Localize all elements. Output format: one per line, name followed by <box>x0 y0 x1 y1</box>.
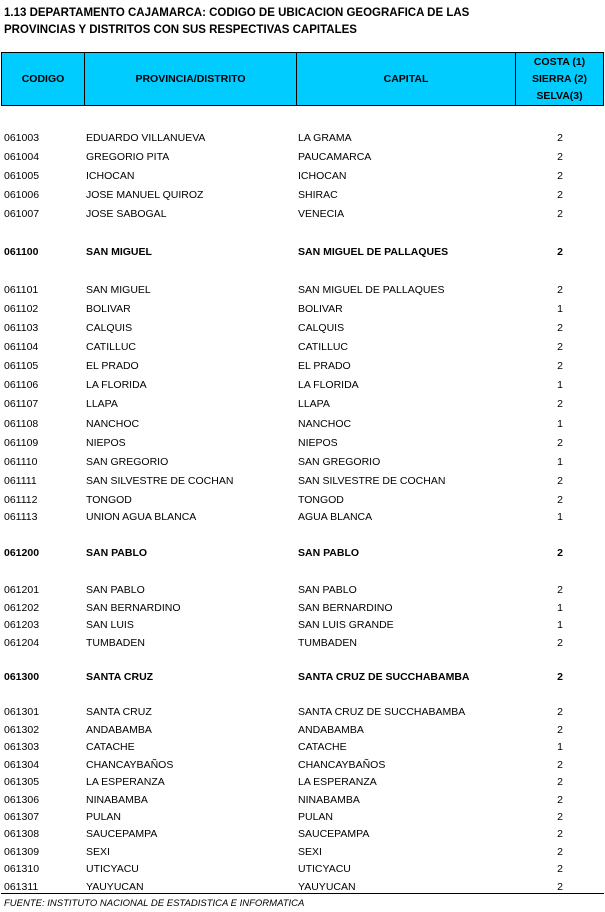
capital-cell: LA ESPERANZA <box>298 776 377 788</box>
district-row <box>0 618 605 632</box>
region-cell: 2 <box>557 494 563 506</box>
district-row <box>0 302 605 316</box>
code-cell: 061303 <box>4 741 40 753</box>
district-row <box>0 283 605 297</box>
header-region-costa: COSTA (1) <box>533 55 586 68</box>
name-cell: NANCHOC <box>86 418 140 430</box>
region-cell: 2 <box>557 828 563 840</box>
name-cell: EL PRADO <box>86 360 139 372</box>
code-cell: 061304 <box>4 759 40 771</box>
capital-cell: CHANCAYBAÑOS <box>298 759 386 771</box>
name-cell: SEXI <box>86 846 110 858</box>
region-cell: 2 <box>557 776 563 788</box>
code-cell: 061103 <box>4 322 39 334</box>
name-cell: SAUCEPAMPA <box>86 828 158 840</box>
region-cell: 2 <box>557 724 563 736</box>
capital-cell: ANDABAMBA <box>298 724 364 736</box>
code-cell: 061310 <box>4 863 40 875</box>
district-row <box>0 169 605 183</box>
name-cell: UNION AGUA BLANCA <box>86 511 197 523</box>
region-cell: 2 <box>557 671 563 683</box>
name-cell: SAN PABLO <box>86 584 145 596</box>
code-cell: 061301 <box>4 706 40 718</box>
district-row <box>0 417 605 431</box>
code-cell: 061102 <box>4 303 39 315</box>
province-row <box>0 546 605 560</box>
name-cell: ANDABAMBA <box>86 724 152 736</box>
capital-cell: CATACHE <box>298 741 347 753</box>
code-cell: 061306 <box>4 794 40 806</box>
region-cell: 1 <box>557 511 563 523</box>
capital-cell: NIEPOS <box>298 437 338 449</box>
code-cell: 061204 <box>4 637 40 649</box>
code-cell: 061105 <box>4 360 39 372</box>
region-cell: 2 <box>557 284 563 296</box>
name-cell: GREGORIO PITA <box>86 151 170 163</box>
region-cell: 2 <box>557 547 563 559</box>
code-cell: 061200 <box>4 547 40 559</box>
name-cell: NIEPOS <box>86 437 126 449</box>
region-cell: 2 <box>557 360 563 372</box>
region-cell: 2 <box>557 584 563 596</box>
name-cell: SAN LUIS <box>86 619 134 631</box>
district-row <box>0 188 605 202</box>
district-row <box>0 378 605 392</box>
name-cell: SAN SILVESTRE DE COCHAN <box>86 475 234 487</box>
code-cell: 061110 <box>4 456 38 468</box>
capital-cell: SANTA CRUZ DE SUCCHABAMBA <box>298 706 466 718</box>
header-capital: CAPITAL <box>297 53 516 105</box>
region-cell: 2 <box>557 170 563 182</box>
code-cell: 061101 <box>4 284 39 296</box>
document-title <box>4 5 469 39</box>
title-line-1: 1.13 DEPARTAMENTO CAJAMARCA: CODIGO DE UBICACION GEOGRAFICA DE LAS <box>4 7 470 19</box>
region-cell: 1 <box>557 602 563 614</box>
code-cell: 061104 <box>4 341 39 353</box>
capital-cell: SAN PABLO <box>298 584 357 596</box>
region-cell: 2 <box>557 863 563 875</box>
region-cell: 2 <box>557 794 563 806</box>
capital-cell: TONGOD <box>298 494 344 506</box>
capital-cell: AGUA BLANCA <box>298 511 373 523</box>
region-cell: 1 <box>557 418 563 430</box>
name-cell: SAN MIGUEL <box>86 284 151 296</box>
capital-cell: LA GRAMA <box>298 132 352 144</box>
capital-cell: SAN BERNARDINO <box>298 602 393 614</box>
name-cell: SAN BERNARDINO <box>86 602 181 614</box>
capital-cell: UTICYACU <box>298 863 351 875</box>
region-cell: 2 <box>557 637 563 649</box>
district-row <box>0 493 605 507</box>
name-cell: CHANCAYBAÑOS <box>86 759 174 771</box>
name-cell: CALQUIS <box>86 322 133 334</box>
name-cell: NINABAMBA <box>86 794 148 806</box>
district-row <box>0 474 605 488</box>
district-row <box>0 880 605 894</box>
region-cell: 2 <box>557 322 563 334</box>
code-cell: 061107 <box>4 398 39 410</box>
capital-cell: YAUYUCAN <box>298 881 356 893</box>
table-header <box>1 52 604 106</box>
bottom-rule <box>1 893 604 894</box>
district-row <box>0 436 605 450</box>
code-cell: 061202 <box>4 602 40 614</box>
code-cell: 061112 <box>4 494 38 506</box>
code-cell: 061113 <box>4 511 38 523</box>
capital-cell: SEXI <box>298 846 322 858</box>
capital-cell: CALQUIS <box>298 322 345 334</box>
region-cell: 2 <box>557 208 563 220</box>
region-cell: 2 <box>557 759 563 771</box>
capital-cell: BOLIVAR <box>298 303 343 315</box>
district-row <box>0 793 605 807</box>
code-cell: 061311 <box>4 881 39 893</box>
name-cell: LA FLORIDA <box>86 379 147 391</box>
capital-cell: SANTA CRUZ DE SUCCHABAMBA <box>298 671 470 683</box>
capital-cell: SAN MIGUEL DE PALLAQUES <box>298 246 449 258</box>
district-row <box>0 131 605 145</box>
region-cell: 2 <box>557 811 563 823</box>
title-line-2: PROVINCIAS Y DISTRITOS CON SUS RESPECTIVAS CAPITALES <box>4 24 357 36</box>
region-cell: 2 <box>557 881 563 893</box>
district-row <box>0 583 605 597</box>
header-codigo: CODIGO <box>2 53 85 105</box>
name-cell: SANTA CRUZ <box>86 671 154 683</box>
province-row <box>0 670 605 684</box>
capital-cell: SAN PABLO <box>298 547 360 559</box>
code-cell: 061302 <box>4 724 40 736</box>
district-row <box>0 636 605 650</box>
region-cell: 2 <box>557 846 563 858</box>
district-row <box>0 359 605 373</box>
name-cell: LA ESPERANZA <box>86 776 165 788</box>
capital-cell: NANCHOC <box>298 418 352 430</box>
region-cell: 2 <box>557 341 563 353</box>
region-cell: 1 <box>557 379 563 391</box>
district-row <box>0 862 605 876</box>
code-cell: 061309 <box>4 846 40 858</box>
capital-cell: SAN MIGUEL DE PALLAQUES <box>298 284 445 296</box>
code-cell: 061111 <box>4 475 37 487</box>
header-region-sierra: SIERRA (2) <box>531 72 588 85</box>
name-cell: TUMBADEN <box>86 637 145 649</box>
name-cell: LLAPA <box>86 398 118 410</box>
capital-cell: PULAN <box>298 811 334 823</box>
capital-cell: SAUCEPAMPA <box>298 828 370 840</box>
code-cell: 061203 <box>4 619 40 631</box>
header-provincia-distrito: PROVINCIA/DISTRITO <box>85 53 297 105</box>
region-cell: 2 <box>557 475 563 487</box>
district-row <box>0 845 605 859</box>
code-cell: 061003 <box>4 132 40 144</box>
capital-cell: SAN GREGORIO <box>298 456 381 468</box>
header-region <box>516 53 603 105</box>
name-cell: SAN PABLO <box>86 547 148 559</box>
code-cell: 061106 <box>4 379 39 391</box>
district-row <box>0 705 605 719</box>
capital-cell: SHIRAC <box>298 189 338 201</box>
capital-cell: LA FLORIDA <box>298 379 359 391</box>
region-cell: 2 <box>557 246 563 258</box>
district-row <box>0 340 605 354</box>
code-cell: 061308 <box>4 828 40 840</box>
code-cell: 061100 <box>4 246 39 258</box>
district-row <box>0 740 605 754</box>
district-row <box>0 207 605 221</box>
region-cell: 2 <box>557 132 563 144</box>
district-row <box>0 810 605 824</box>
district-row <box>0 455 605 469</box>
capital-cell: CATILLUC <box>298 341 348 353</box>
name-cell: SAN MIGUEL <box>86 246 152 258</box>
capital-cell: SAN SILVESTRE DE COCHAN <box>298 475 446 487</box>
region-cell: 1 <box>557 741 563 753</box>
code-cell: 061307 <box>4 811 40 823</box>
capital-cell: EL PRADO <box>298 360 351 372</box>
district-row <box>0 758 605 772</box>
name-cell: YAUYUCAN <box>86 881 144 893</box>
capital-cell: PAUCAMARCA <box>298 151 372 163</box>
code-cell: 061004 <box>4 151 40 163</box>
capital-cell: VENECIA <box>298 208 345 220</box>
district-row <box>0 321 605 335</box>
capital-cell: ICHOCAN <box>298 170 347 182</box>
name-cell: TONGOD <box>86 494 132 506</box>
name-cell: EDUARDO VILLANUEVA <box>86 132 206 144</box>
province-row <box>0 245 605 259</box>
capital-cell: SAN LUIS GRANDE <box>298 619 394 631</box>
region-cell: 2 <box>557 189 563 201</box>
district-row <box>0 827 605 841</box>
district-row <box>0 723 605 737</box>
region-cell: 1 <box>557 619 563 631</box>
name-cell: JOSE MANUEL QUIROZ <box>86 189 204 201</box>
name-cell: CATILLUC <box>86 341 136 353</box>
code-cell: 061005 <box>4 170 40 182</box>
capital-cell: LLAPA <box>298 398 330 410</box>
district-row <box>0 601 605 615</box>
capital-cell: TUMBADEN <box>298 637 357 649</box>
name-cell: SAN GREGORIO <box>86 456 169 468</box>
name-cell: SANTA CRUZ <box>86 706 152 718</box>
region-cell: 2 <box>557 706 563 718</box>
region-cell: 2 <box>557 437 563 449</box>
district-row <box>0 150 605 164</box>
code-cell: 061300 <box>4 671 40 683</box>
source-note: FUENTE: INSTITUTO NACIONAL DE ESTADISTICA E INFORMATICA <box>4 898 305 909</box>
district-row <box>0 775 605 789</box>
code-cell: 061201 <box>4 584 40 596</box>
header-region-selva: SELVA(3) <box>536 89 583 102</box>
region-cell: 1 <box>557 303 563 315</box>
name-cell: ICHOCAN <box>86 170 135 182</box>
code-cell: 061006 <box>4 189 40 201</box>
name-cell: CATACHE <box>86 741 135 753</box>
region-cell: 1 <box>557 456 563 468</box>
name-cell: JOSE SABOGAL <box>86 208 167 220</box>
code-cell: 061007 <box>4 208 40 220</box>
code-cell: 061108 <box>4 418 39 430</box>
district-row <box>0 397 605 411</box>
name-cell: BOLIVAR <box>86 303 131 315</box>
district-row <box>0 510 605 524</box>
region-cell: 2 <box>557 398 563 410</box>
region-cell: 2 <box>557 151 563 163</box>
name-cell: UTICYACU <box>86 863 139 875</box>
code-cell: 061109 <box>4 437 39 449</box>
code-cell: 061305 <box>4 776 40 788</box>
name-cell: PULAN <box>86 811 122 823</box>
capital-cell: NINABAMBA <box>298 794 360 806</box>
